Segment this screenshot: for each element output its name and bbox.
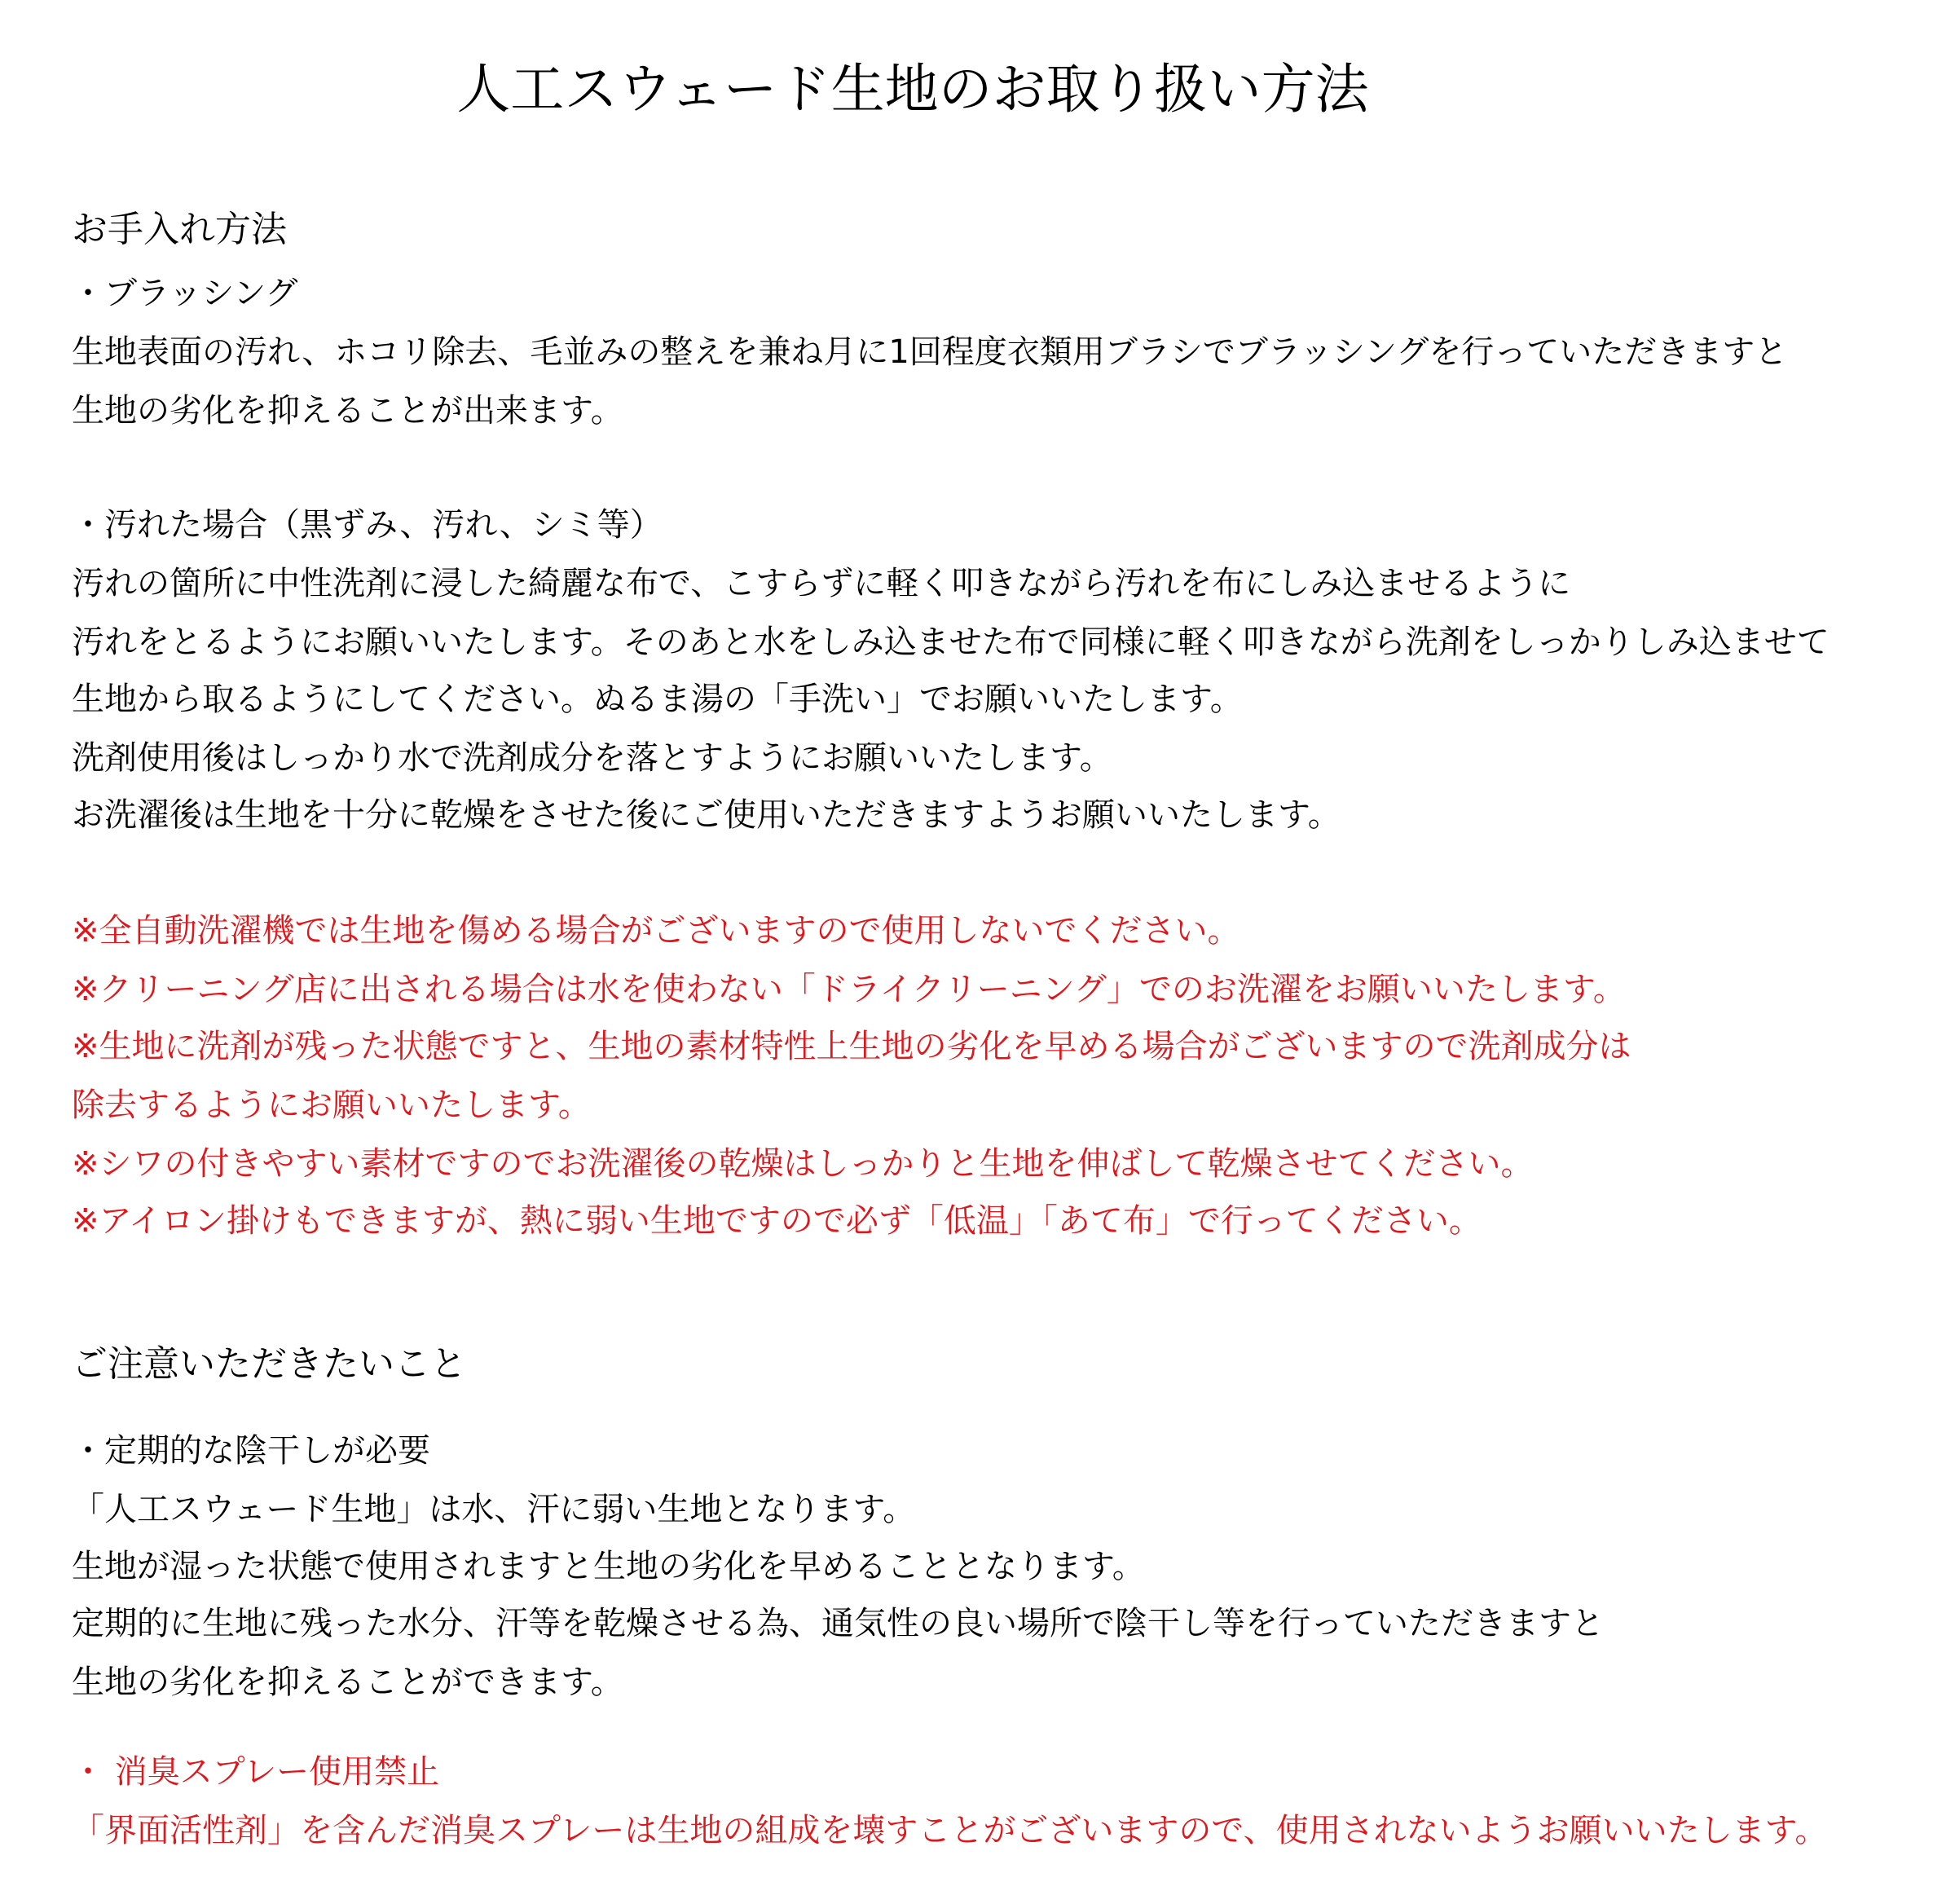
warning-line: ※クリーニング店に出される場合は水を使わない「ドライクリーニング」でのお洗濯をお願いいたします。 (72, 971, 1626, 1008)
drying-text-line: 生地が湿った状態で使用されますと生地の劣化を早めることとなります。 (72, 1548, 1145, 1585)
warning-line: 除去するようにお願いいたします。 (72, 1086, 591, 1124)
stain-text-line: 汚れの箇所に中性洗剤に浸した綺麗な布で、こすらずに軽く叩きながら汚れを布にしみ込ませるように (72, 565, 1571, 602)
warning-line: ※全自動洗濯機では生地を傷める場合がございますので使用しないでください。 (72, 912, 1240, 950)
spray-label: ・ 消臭スプレー使用禁止 (72, 1753, 440, 1791)
warning-line: ※アイロン掛けもできますが、熱に弱い生地ですので必ず「低温」「あて布」で行ってください。 (72, 1202, 1482, 1240)
drying-text-line: 「人工スウェード生地」は水、汗に弱い生地となります。 (72, 1491, 916, 1528)
stain-text-line: お洗濯後は生地を十分に乾燥をさせた後にご使用いただきますようお願いいたします。 (72, 796, 1341, 834)
brushing-text-line: 生地の劣化を抑えることが出来ます。 (72, 392, 623, 430)
stain-text-line: 生地から取るようにしてください。ぬるま湯の「手洗い」でお願いいたします。 (72, 681, 1243, 718)
stain-label: ・汚れた場合（黒ずみ、汚れ、シミ等） (72, 506, 663, 544)
spray-text-line: 「界面活性剤」を含んだ消臭スプレーは生地の組成を壊すことがございますので、使用されないようお願いいたします。 (72, 1812, 1828, 1849)
brushing-label: ・ブラッシング (72, 275, 298, 312)
drying-text-line: 生地の劣化を抑えることができます。 (72, 1664, 623, 1701)
page-title: 人工スウェード生地のお取り扱い方法 (456, 58, 1369, 121)
care-heading: お手入れ方法 (72, 209, 287, 250)
warning-line: ※シワの付きやすい素材ですのでお洗濯後の乾燥はしっかりと生地を伸ばして乾燥させてください。 (72, 1145, 1534, 1183)
warning-line: ※生地に洗剤が残った状態ですと、生地の素材特性上生地の劣化を早める場合がございますので洗剤成分は (72, 1028, 1631, 1065)
brushing-text-line: 生地表面の汚れ、ホコリ除去、毛並みの整えを兼ね月に1回程度衣類用ブラシでブラッシングを行っていただきますと (72, 333, 1788, 371)
drying-label: ・定期的な陰干しが必要 (72, 1432, 430, 1470)
notice-heading: ご注意いただきたいこと (72, 1343, 466, 1385)
stain-text-line: 洗剤使用後はしっかり水で洗剤成分を落とすようにお願いいたします。 (72, 739, 1112, 777)
stain-text-line: 汚れをとるようにお願いいたします。そのあと水をしみ込ませた布で同様に軽く叩きながら洗剤をしっかりしみ込ませて (72, 624, 1830, 661)
drying-text-line: 定期的に生地に残った水分、汗等を乾燥させる為、通気性の良い場所で陰干し等を行っていただきますと (72, 1605, 1604, 1642)
